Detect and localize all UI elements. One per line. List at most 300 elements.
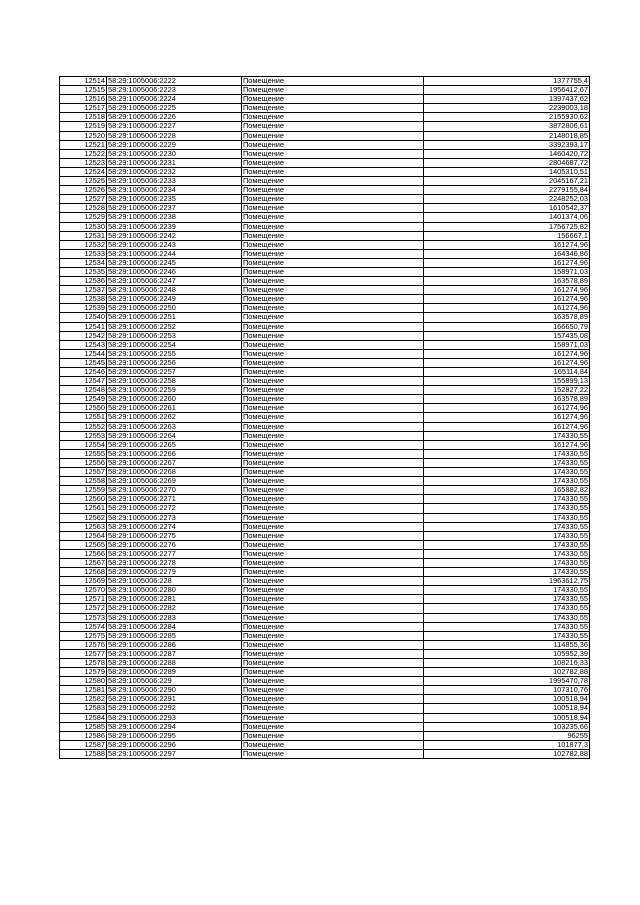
object-type-cell: Помещение [242, 422, 424, 431]
row-number-cell: 12570 [60, 586, 107, 595]
cadastral-value-cell: 161274,96 [424, 404, 590, 413]
object-type-cell: Помещение [242, 386, 424, 395]
table-row [60, 104, 590, 113]
table-row [60, 477, 590, 486]
cadastral-number-cell: 58:29:1005006:2230 [107, 149, 242, 158]
cadastral-value-cell: 2279155,84 [424, 186, 590, 195]
object-type-cell: Помещение [242, 113, 424, 122]
table-row [60, 86, 590, 95]
row-number-cell: 12579 [60, 668, 107, 677]
cadastral-number-cell: 58:29:1005006:2292 [107, 704, 242, 713]
table-row [60, 77, 590, 86]
object-type-cell: Помещение [242, 249, 424, 258]
cadastral-number-cell: 58:29:1005006:2224 [107, 95, 242, 104]
cadastral-value-cell: 166650,79 [424, 322, 590, 331]
row-number-cell: 12517 [60, 104, 107, 113]
object-type-cell: Помещение [242, 122, 424, 131]
cadastral-number-cell: 58:29:1005006:2297 [107, 749, 242, 758]
object-type-cell: Помещение [242, 395, 424, 404]
table-row [60, 240, 590, 249]
cadastral-number-cell: 58:29:1005006:2277 [107, 549, 242, 558]
row-number-cell: 12573 [60, 613, 107, 622]
cadastral-value-cell: 158971,03 [424, 340, 590, 349]
row-number-cell: 12523 [60, 158, 107, 167]
cadastral-number-cell: 58:29:1005006:2254 [107, 340, 242, 349]
table-row [60, 722, 590, 731]
object-type-cell: Помещение [242, 440, 424, 449]
cadastral-value-cell: 174330,55 [424, 540, 590, 549]
cadastral-number-cell: 58:29:1005006:2233 [107, 177, 242, 186]
row-number-cell: 12582 [60, 695, 107, 704]
cadastral-value-cell: 1995470,78 [424, 677, 590, 686]
row-number-cell: 12560 [60, 495, 107, 504]
object-type-cell: Помещение [242, 477, 424, 486]
table-row [60, 286, 590, 295]
cadastral-value-cell: 163578,89 [424, 277, 590, 286]
row-number-cell: 12539 [60, 304, 107, 313]
table-row [60, 749, 590, 758]
object-type-cell: Помещение [242, 495, 424, 504]
cadastral-value-cell: 101877,3 [424, 740, 590, 749]
cadastral-value-cell: 2804687,72 [424, 158, 590, 167]
object-type-cell: Помещение [242, 568, 424, 577]
row-number-cell: 12526 [60, 186, 107, 195]
table-row [60, 622, 590, 631]
table-row [60, 495, 590, 504]
cadastral-value-cell: 1460420,72 [424, 149, 590, 158]
cadastral-value-cell: 157435,08 [424, 331, 590, 340]
cadastral-value-cell: 2045167,21 [424, 177, 590, 186]
object-type-cell: Помещение [242, 622, 424, 631]
object-type-cell: Помещение [242, 404, 424, 413]
cadastral-value-cell: 174330,55 [424, 568, 590, 577]
cadastral-value-cell: 161274,96 [424, 422, 590, 431]
row-number-cell: 12563 [60, 522, 107, 531]
row-number-cell: 12551 [60, 413, 107, 422]
table-row [60, 340, 590, 349]
object-type-cell: Помещение [242, 649, 424, 658]
table-row [60, 231, 590, 240]
table-row [60, 331, 590, 340]
cadastral-number-cell: 58:29:1005006:2244 [107, 249, 242, 258]
cadastral-number-cell: 58:29:1005006:2243 [107, 240, 242, 249]
row-number-cell: 12584 [60, 713, 107, 722]
cadastral-number-cell: 58:29:1005006:2255 [107, 349, 242, 358]
table-row [60, 122, 590, 131]
table-row [60, 613, 590, 622]
table-row [60, 404, 590, 413]
object-type-cell: Помещение [242, 349, 424, 358]
table-row [60, 377, 590, 386]
object-type-cell: Помещение [242, 222, 424, 231]
cadastral-number-cell: 58:29:1005006:2248 [107, 286, 242, 295]
object-type-cell: Помещение [242, 322, 424, 331]
cadastral-number-cell: 58:29:1005006:2291 [107, 695, 242, 704]
object-type-cell: Помещение [242, 531, 424, 540]
cadastral-value-cell: 174330,55 [424, 504, 590, 513]
table-row [60, 440, 590, 449]
table-row [60, 731, 590, 740]
cadastral-value-cell: 161274,96 [424, 286, 590, 295]
cadastral-number-cell: 58:29:1005006:228 [107, 577, 242, 586]
cadastral-value-cell: 2239003,18 [424, 104, 590, 113]
object-type-cell: Помещение [242, 595, 424, 604]
row-number-cell: 12538 [60, 295, 107, 304]
cadastral-number-cell: 58:29:1005006:2232 [107, 167, 242, 176]
cadastral-number-cell: 58:29:1005006:2235 [107, 195, 242, 204]
cadastral-number-cell: 58:29:1005006:2223 [107, 86, 242, 95]
table-row [60, 695, 590, 704]
cadastral-number-cell: 58:29:1005006:2242 [107, 231, 242, 240]
cadastral-value-cell: 105952,39 [424, 649, 590, 658]
object-type-cell: Помещение [242, 258, 424, 267]
cadastral-value-cell: 100518,94 [424, 695, 590, 704]
table-row [60, 595, 590, 604]
cadastral-number-cell: 58:29:1005006:2264 [107, 431, 242, 440]
cadastral-value-cell: 163578,89 [424, 313, 590, 322]
row-number-cell: 12559 [60, 486, 107, 495]
cadastral-value-cell: 174330,55 [424, 522, 590, 531]
row-number-cell: 12528 [60, 204, 107, 213]
table-row [60, 213, 590, 222]
table-row [60, 558, 590, 567]
cadastral-number-cell: 58:29:1005006:2253 [107, 331, 242, 340]
cadastral-value-cell: 174330,55 [424, 595, 590, 604]
row-number-cell: 12576 [60, 640, 107, 649]
cadastral-number-cell: 58:29:1005006:2227 [107, 122, 242, 131]
cadastral-value-cell: 1956412,67 [424, 86, 590, 95]
cadastral-value-cell: 1610542,37 [424, 204, 590, 213]
cadastral-number-cell: 58:29:1005006:2267 [107, 458, 242, 467]
row-number-cell: 12536 [60, 277, 107, 286]
table-row [60, 531, 590, 540]
table-row [60, 631, 590, 640]
cadastral-value-cell: 161274,96 [424, 240, 590, 249]
row-number-cell: 12550 [60, 404, 107, 413]
object-type-cell: Помещение [242, 158, 424, 167]
row-number-cell: 12527 [60, 195, 107, 204]
row-number-cell: 12580 [60, 677, 107, 686]
table-row [60, 740, 590, 749]
table-row [60, 249, 590, 258]
cadastral-number-cell: 58:29:1005006:2280 [107, 586, 242, 595]
object-type-cell: Помещение [242, 749, 424, 758]
cadastral-number-cell: 58:29:1005006:2278 [107, 558, 242, 567]
row-number-cell: 12567 [60, 558, 107, 567]
row-number-cell: 12516 [60, 95, 107, 104]
table-row [60, 195, 590, 204]
cadastral-number-cell: 58:29:1005006:2257 [107, 368, 242, 377]
cadastral-number-cell: 58:29:1005006:2239 [107, 222, 242, 231]
object-type-cell: Помещение [242, 231, 424, 240]
table-row [60, 349, 590, 358]
table-row [60, 659, 590, 668]
table-row [60, 458, 590, 467]
cadastral-value-cell: 1756725,82 [424, 222, 590, 231]
cadastral-value-cell: 2248252,03 [424, 195, 590, 204]
object-type-cell: Помещение [242, 659, 424, 668]
cadastral-number-cell: 58:29:1005006:2286 [107, 640, 242, 649]
object-type-cell: Помещение [242, 377, 424, 386]
cadastral-number-cell: 58:29:1005006:2271 [107, 495, 242, 504]
cadastral-value-cell: 174330,55 [424, 458, 590, 467]
cadastral-number-cell: 58:29:1005006:2272 [107, 504, 242, 513]
cadastral-value-cell: 103235,66 [424, 722, 590, 731]
cadastral-number-cell: 58:29:1005006:2274 [107, 522, 242, 531]
cadastral-value-cell: 174330,55 [424, 477, 590, 486]
cadastral-value-cell: 158971,03 [424, 267, 590, 276]
row-number-cell: 12585 [60, 722, 107, 731]
cadastral-number-cell: 58:29:1005006:2281 [107, 595, 242, 604]
row-number-cell: 12572 [60, 604, 107, 613]
row-number-cell: 12545 [60, 358, 107, 367]
object-type-cell: Помещение [242, 486, 424, 495]
table-row [60, 431, 590, 440]
cadastral-value-cell: 102782,88 [424, 749, 590, 758]
object-type-cell: Помещение [242, 304, 424, 313]
table-row [60, 295, 590, 304]
row-number-cell: 12564 [60, 531, 107, 540]
cadastral-number-cell: 58:29:1005006:2276 [107, 540, 242, 549]
object-type-cell: Помещение [242, 340, 424, 349]
table-row [60, 258, 590, 267]
cadastral-number-cell: 58:29:1005006:2252 [107, 322, 242, 331]
cadastral-value-cell: 165114,84 [424, 368, 590, 377]
object-type-cell: Помещение [242, 640, 424, 649]
cadastral-number-cell: 58:29:1005006:2258 [107, 377, 242, 386]
object-type-cell: Помещение [242, 668, 424, 677]
table-row [60, 449, 590, 458]
cadastral-value-cell: 1401374,06 [424, 213, 590, 222]
row-number-cell: 12574 [60, 622, 107, 631]
cadastral-value-cell: 3392393,17 [424, 140, 590, 149]
row-number-cell: 12558 [60, 477, 107, 486]
table-row [60, 513, 590, 522]
table-row [60, 577, 590, 586]
row-number-cell: 12548 [60, 386, 107, 395]
object-type-cell: Помещение [242, 413, 424, 422]
object-type-cell: Помещение [242, 86, 424, 95]
property-table [59, 76, 590, 759]
cadastral-value-cell: 164346,86 [424, 249, 590, 258]
table-row [60, 140, 590, 149]
object-type-cell: Помещение [242, 704, 424, 713]
cadastral-value-cell: 174330,55 [424, 431, 590, 440]
cadastral-number-cell: 58:29:1005006:2279 [107, 568, 242, 577]
object-type-cell: Помещение [242, 240, 424, 249]
row-number-cell: 12575 [60, 631, 107, 640]
row-number-cell: 12577 [60, 649, 107, 658]
cadastral-number-cell: 58:29:1005006:2245 [107, 258, 242, 267]
row-number-cell: 12514 [60, 77, 107, 86]
cadastral-number-cell: 58:29:1005006:2228 [107, 131, 242, 140]
cadastral-value-cell: 108216,33 [424, 659, 590, 668]
row-number-cell: 12571 [60, 595, 107, 604]
cadastral-number-cell: 58:29:1005006:2251 [107, 313, 242, 322]
row-number-cell: 12532 [60, 240, 107, 249]
cadastral-value-cell: 102782,88 [424, 668, 590, 677]
cadastral-value-cell: 161274,96 [424, 358, 590, 367]
table-row [60, 95, 590, 104]
object-type-cell: Помещение [242, 513, 424, 522]
object-type-cell: Помещение [242, 140, 424, 149]
row-number-cell: 12521 [60, 140, 107, 149]
cadastral-number-cell: 58:29:1005006:2265 [107, 440, 242, 449]
object-type-cell: Помещение [242, 558, 424, 567]
row-number-cell: 12557 [60, 468, 107, 477]
cadastral-value-cell: 174330,55 [424, 513, 590, 522]
cadastral-value-cell: 174330,55 [424, 449, 590, 458]
cadastral-number-cell: 58:29:1005006:2290 [107, 686, 242, 695]
table-row [60, 468, 590, 477]
cadastral-number-cell: 58:29:1005006:2288 [107, 659, 242, 668]
cadastral-value-cell: 1405310,51 [424, 167, 590, 176]
table-row [60, 668, 590, 677]
cadastral-value-cell: 152827,22 [424, 386, 590, 395]
cadastral-value-cell: 161274,96 [424, 295, 590, 304]
object-type-cell: Помещение [242, 540, 424, 549]
object-type-cell: Помещение [242, 286, 424, 295]
object-type-cell: Помещение [242, 549, 424, 558]
cadastral-value-cell: 1963612,75 [424, 577, 590, 586]
row-number-cell: 12541 [60, 322, 107, 331]
row-number-cell: 12547 [60, 377, 107, 386]
row-number-cell: 12515 [60, 86, 107, 95]
cadastral-value-cell: 156667,1 [424, 231, 590, 240]
table-row [60, 204, 590, 213]
object-type-cell: Помещение [242, 213, 424, 222]
table-row [60, 313, 590, 322]
object-type-cell: Помещение [242, 295, 424, 304]
object-type-cell: Помещение [242, 195, 424, 204]
object-type-cell: Помещение [242, 577, 424, 586]
row-number-cell: 12520 [60, 131, 107, 140]
row-number-cell: 12525 [60, 177, 107, 186]
row-number-cell: 12535 [60, 267, 107, 276]
cadastral-number-cell: 58:29:1005006:2263 [107, 422, 242, 431]
cadastral-number-cell: 58:29:1005006:2229 [107, 140, 242, 149]
table-row [60, 704, 590, 713]
cadastral-value-cell: 1377755,4 [424, 77, 590, 86]
table-row [60, 413, 590, 422]
table-row [60, 686, 590, 695]
cadastral-value-cell: 161274,96 [424, 304, 590, 313]
cadastral-value-cell: 114855,36 [424, 640, 590, 649]
object-type-cell: Помещение [242, 131, 424, 140]
row-number-cell: 12534 [60, 258, 107, 267]
object-type-cell: Помещение [242, 204, 424, 213]
row-number-cell: 12518 [60, 113, 107, 122]
cadastral-value-cell: 174330,55 [424, 631, 590, 640]
row-number-cell: 12555 [60, 449, 107, 458]
object-type-cell: Помещение [242, 740, 424, 749]
row-number-cell: 12566 [60, 549, 107, 558]
object-type-cell: Помещение [242, 722, 424, 731]
cadastral-number-cell: 58:29:1005006:2273 [107, 513, 242, 522]
object-type-cell: Помещение [242, 177, 424, 186]
table-row [60, 277, 590, 286]
table-row [60, 386, 590, 395]
cadastral-value-cell: 100518,94 [424, 713, 590, 722]
cadastral-number-cell: 58:29:1005006:2266 [107, 449, 242, 458]
cadastral-value-cell: 174330,55 [424, 613, 590, 622]
object-type-cell: Помещение [242, 186, 424, 195]
cadastral-value-cell: 163578,89 [424, 395, 590, 404]
object-type-cell: Помещение [242, 313, 424, 322]
object-type-cell: Помещение [242, 458, 424, 467]
row-number-cell: 12542 [60, 331, 107, 340]
property-table-body [60, 77, 590, 759]
cadastral-number-cell: 58:29:1005006:2268 [107, 468, 242, 477]
row-number-cell: 12586 [60, 731, 107, 740]
object-type-cell: Помещение [242, 677, 424, 686]
row-number-cell: 12569 [60, 577, 107, 586]
object-type-cell: Помещение [242, 731, 424, 740]
table-row [60, 540, 590, 549]
row-number-cell: 12543 [60, 340, 107, 349]
cadastral-value-cell: 174330,55 [424, 604, 590, 613]
table-row [60, 113, 590, 122]
row-number-cell: 12524 [60, 167, 107, 176]
cadastral-value-cell: 161274,96 [424, 440, 590, 449]
cadastral-number-cell: 58:29:1005006:2259 [107, 386, 242, 395]
row-number-cell: 12581 [60, 686, 107, 695]
object-type-cell: Помещение [242, 468, 424, 477]
cadastral-number-cell: 58:29:1005006:2238 [107, 213, 242, 222]
object-type-cell: Помещение [242, 431, 424, 440]
object-type-cell: Помещение [242, 149, 424, 158]
row-number-cell: 12530 [60, 222, 107, 231]
row-number-cell: 12546 [60, 368, 107, 377]
cadastral-number-cell: 58:29:1005006:2246 [107, 267, 242, 276]
table-row [60, 131, 590, 140]
row-number-cell: 12522 [60, 149, 107, 158]
cadastral-number-cell: 58:29:1005006:2260 [107, 395, 242, 404]
table-row [60, 158, 590, 167]
cadastral-number-cell: 58:29:1005006:2295 [107, 731, 242, 740]
table-row [60, 149, 590, 158]
table-row [60, 422, 590, 431]
cadastral-number-cell: 58:29:1005006:2261 [107, 404, 242, 413]
cadastral-number-cell: 58:29:1005006:2250 [107, 304, 242, 313]
table-row [60, 322, 590, 331]
row-number-cell: 12565 [60, 540, 107, 549]
cadastral-number-cell: 58:29:1005006:2249 [107, 295, 242, 304]
row-number-cell: 12568 [60, 568, 107, 577]
object-type-cell: Помещение [242, 331, 424, 340]
cadastral-number-cell: 58:29:1005006:2293 [107, 713, 242, 722]
table-row [60, 604, 590, 613]
cadastral-value-cell: 2155930,62 [424, 113, 590, 122]
table-row [60, 640, 590, 649]
table-row [60, 304, 590, 313]
row-number-cell: 12583 [60, 704, 107, 713]
object-type-cell: Помещение [242, 95, 424, 104]
object-type-cell: Помещение [242, 449, 424, 458]
object-type-cell: Помещение [242, 77, 424, 86]
object-type-cell: Помещение [242, 267, 424, 276]
row-number-cell: 12519 [60, 122, 107, 131]
cadastral-number-cell: 58:29:1005006:2237 [107, 204, 242, 213]
object-type-cell: Помещение [242, 358, 424, 367]
table-row [60, 677, 590, 686]
row-number-cell: 12540 [60, 313, 107, 322]
row-number-cell: 12552 [60, 422, 107, 431]
row-number-cell: 12556 [60, 458, 107, 467]
table-row [60, 486, 590, 495]
cadastral-number-cell: 58:29:1005006:2285 [107, 631, 242, 640]
cadastral-number-cell: 58:29:1005006:2234 [107, 186, 242, 195]
